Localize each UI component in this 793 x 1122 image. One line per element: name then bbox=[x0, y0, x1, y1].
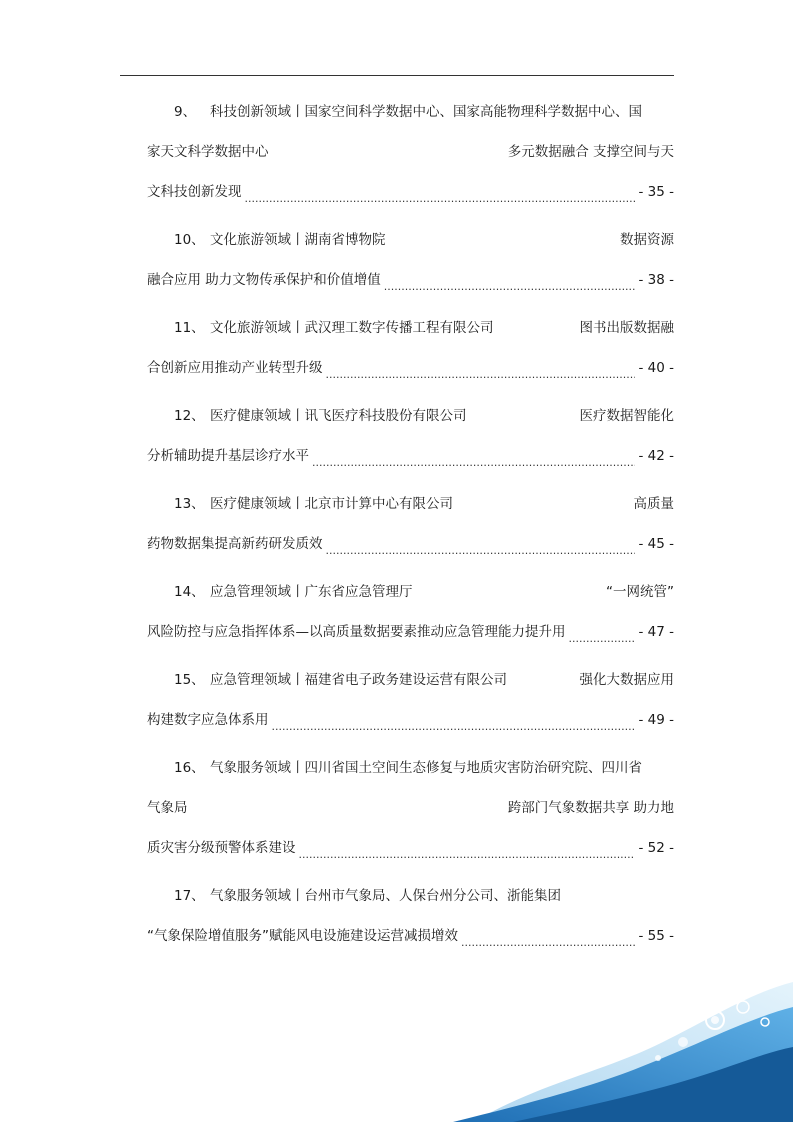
page-number: - 40 - bbox=[638, 360, 674, 376]
entry-number: 16、 bbox=[174, 760, 205, 776]
entry-title-text: 气象服务领域丨台州市气象局、人保台州分公司、浙能集团 bbox=[210, 888, 561, 904]
toc-entry-line bbox=[147, 396, 674, 436]
toc-entry-line bbox=[147, 172, 674, 212]
toc-entry[interactable] bbox=[147, 484, 674, 564]
toc-entry[interactable] bbox=[147, 220, 674, 300]
entry-title-text: 融合应用 助力文物传承保护和价值增值 bbox=[147, 272, 381, 288]
toc-entry-line bbox=[147, 700, 674, 740]
toc-entry-line bbox=[147, 876, 674, 916]
page-number: - 49 - bbox=[638, 712, 674, 728]
entry-title-text: 文科技创新发现 bbox=[147, 184, 242, 200]
entry-subtitle-text: “一网统管” bbox=[606, 584, 674, 600]
table-of-contents bbox=[147, 92, 674, 956]
toc-entry-line bbox=[147, 828, 674, 868]
entry-number: 11、 bbox=[174, 320, 205, 336]
entry-title-text: 文化旅游领域丨武汉理工数字传播工程有限公司 bbox=[210, 320, 494, 336]
entry-number: 14、 bbox=[174, 584, 205, 600]
entry-title-text: 合创新应用推动产业转型升级 bbox=[147, 360, 323, 376]
entry-title-text: “气象保险增值服务”赋能风电设施建设运营减损增效 bbox=[147, 928, 458, 944]
dot-leader bbox=[272, 700, 636, 740]
toc-entry-line bbox=[147, 524, 674, 564]
entry-number: 10、 bbox=[174, 232, 205, 248]
entry-title-text: 气象局 bbox=[147, 800, 188, 816]
toc-entry[interactable] bbox=[147, 92, 674, 212]
page-number: - 42 - bbox=[638, 448, 674, 464]
dot-leader bbox=[326, 524, 636, 564]
entry-title-text: 科技创新领域丨国家空间科学数据中心、国家高能物理科学数据中心、国 bbox=[210, 104, 642, 120]
entry-title-text: 文化旅游领域丨湖南省博物院 bbox=[210, 232, 386, 248]
entry-title-text: 构建数字应急体系用 bbox=[147, 712, 269, 728]
entry-number: 15、 bbox=[174, 672, 205, 688]
toc-entry-line bbox=[147, 748, 674, 788]
entry-title-text: 医疗健康领域丨北京市计算中心有限公司 bbox=[210, 496, 453, 512]
entry-title-text: 家天文科学数据中心 bbox=[147, 144, 269, 160]
toc-entry[interactable] bbox=[147, 748, 674, 868]
toc-entry-line bbox=[147, 660, 674, 700]
page-number: - 45 - bbox=[638, 536, 674, 552]
entry-title-text: 药物数据集提高新药研发质效 bbox=[147, 536, 323, 552]
dot-leader bbox=[384, 260, 636, 300]
dot-leader bbox=[461, 916, 635, 956]
entry-number: 9、 bbox=[174, 104, 197, 120]
toc-entry-line bbox=[147, 92, 674, 132]
entry-subtitle-text: 医疗数据智能化 bbox=[579, 408, 674, 424]
toc-entry[interactable] bbox=[147, 660, 674, 740]
entry-title-text: 应急管理领域丨福建省电子政务建设运营有限公司 bbox=[210, 672, 507, 688]
page-number: - 47 - bbox=[638, 624, 674, 640]
toc-entry-line bbox=[147, 220, 674, 260]
entry-title-text: 质灾害分级预警体系建设 bbox=[147, 840, 296, 856]
entry-subtitle-text: 数据资源 bbox=[620, 232, 674, 248]
entry-subtitle-text: 图书出版数据融 bbox=[579, 320, 674, 336]
entry-number: 17、 bbox=[174, 888, 205, 904]
toc-entry-line bbox=[147, 308, 674, 348]
toc-entry-line bbox=[147, 132, 674, 172]
page-number: - 38 - bbox=[638, 272, 674, 288]
toc-entry-line bbox=[147, 788, 674, 828]
toc-entry[interactable] bbox=[147, 396, 674, 476]
dot-leader bbox=[569, 612, 636, 652]
entry-subtitle-text: 多元数据融合 支撑空间与天 bbox=[507, 144, 674, 160]
toc-entry-line bbox=[147, 612, 674, 652]
toc-entry-line bbox=[147, 484, 674, 524]
entry-subtitle-text: 强化大数据应用 bbox=[579, 672, 674, 688]
toc-entry-line bbox=[147, 436, 674, 476]
toc-entry[interactable] bbox=[147, 876, 674, 956]
dot-leader bbox=[245, 172, 636, 212]
dot-leader bbox=[326, 348, 636, 388]
entry-title-text: 风险防控与应急指挥体系—以高质量数据要素推动应急管理能力提升用 bbox=[147, 624, 566, 640]
entry-title-text: 气象服务领域丨四川省国土空间生态修复与地质灾害防治研究院、四川省 bbox=[210, 760, 642, 776]
toc-entry-line bbox=[147, 348, 674, 388]
dot-leader bbox=[312, 436, 635, 476]
entry-subtitle-text: 高质量 bbox=[633, 496, 674, 512]
toc-entry[interactable] bbox=[147, 572, 674, 652]
page-number: - 35 - bbox=[638, 184, 674, 200]
page-number: - 52 - bbox=[638, 840, 674, 856]
header-rule bbox=[120, 75, 674, 76]
entry-title-text: 应急管理领域丨广东省应急管理厅 bbox=[210, 584, 413, 600]
entry-title-text: 医疗健康领域丨讯飞医疗科技股份有限公司 bbox=[210, 408, 467, 424]
page-number: - 55 - bbox=[638, 928, 674, 944]
dot-leader bbox=[299, 828, 636, 868]
toc-entry-line bbox=[147, 260, 674, 300]
toc-entry[interactable] bbox=[147, 308, 674, 388]
toc-entry-line bbox=[147, 916, 674, 956]
wave-decoration bbox=[453, 962, 793, 1122]
entry-number: 13、 bbox=[174, 496, 205, 512]
toc-entry-line bbox=[147, 572, 674, 612]
entry-number: 12、 bbox=[174, 408, 205, 424]
entry-subtitle-text: 跨部门气象数据共享 助力地 bbox=[507, 800, 674, 816]
entry-title-text: 分析辅助提升基层诊疗水平 bbox=[147, 448, 309, 464]
